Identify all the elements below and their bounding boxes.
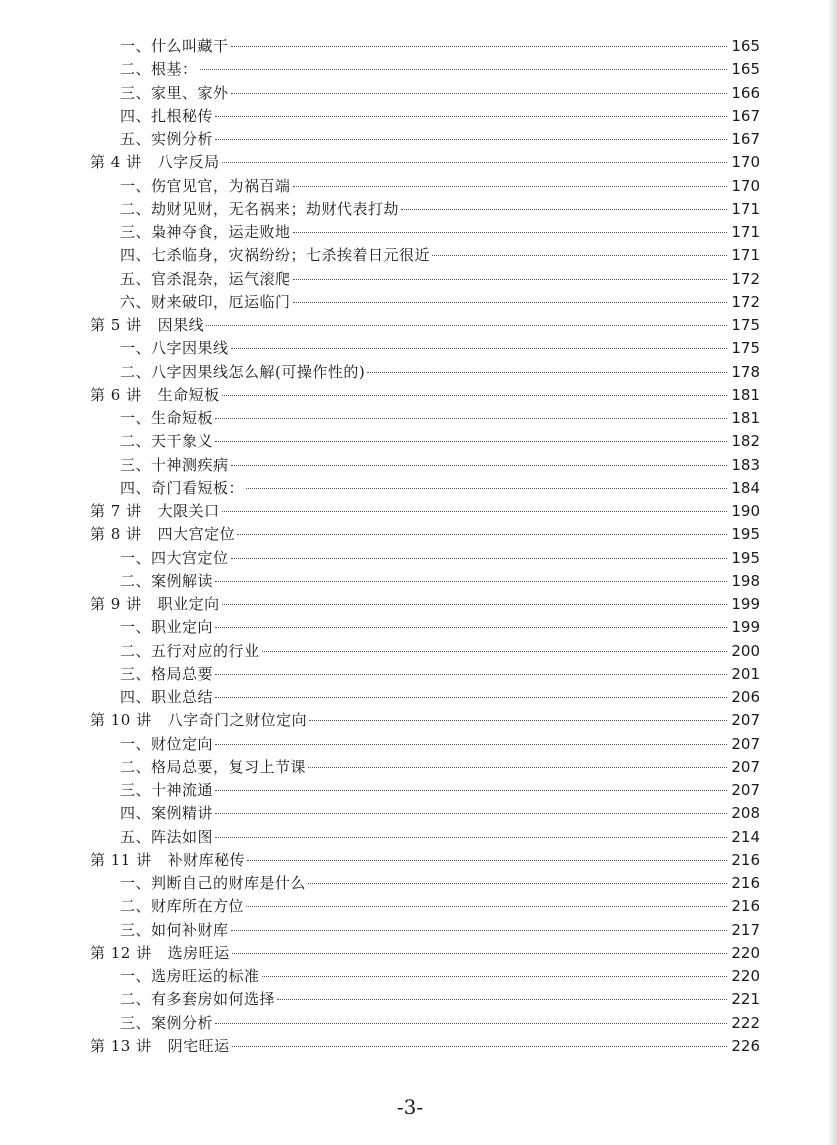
entry-title-text: 三、如何补财库: [120, 920, 229, 939]
toc-entry-title: [120, 82, 229, 105]
entry-title-text: 一、八字因果线: [120, 339, 229, 358]
toc-page-number: 165: [731, 37, 760, 55]
entry-title-text: 一、选房旺运的标准: [120, 967, 260, 985]
toc-entry-title: [120, 965, 260, 988]
toc-section-entry[interactable]: [90, 407, 760, 430]
entry-title-text: 四、案例精讲: [120, 804, 214, 823]
entry-title-text: 三、格局总要: [120, 664, 214, 683]
entry-title-text: 三、十神流通: [120, 781, 214, 799]
toc-entry-title: [120, 128, 213, 151]
toc-page-number: 207: [731, 711, 760, 730]
entry-title-text: 二、五行对应的行业: [120, 641, 260, 660]
toc-page-number: 217: [731, 920, 760, 939]
entry-title-text: 一、财位定向: [120, 734, 214, 753]
toc-section-entry[interactable]: [90, 919, 760, 942]
toc-page-number: 175: [731, 316, 760, 334]
toc-section-entry[interactable]: [90, 244, 760, 267]
toc-section-entry[interactable]: [90, 35, 760, 58]
dot-leader: [247, 860, 727, 861]
dot-leader: [231, 46, 727, 47]
dot-leader: [215, 139, 727, 140]
dot-leader: [215, 627, 727, 628]
entry-title-text: 二、劫财见财，无名祸来；劫财代表打劫: [120, 199, 400, 218]
dot-leader: [206, 325, 727, 326]
dot-leader: [232, 1046, 727, 1047]
dot-leader: [215, 441, 727, 442]
toc-page-number: 182: [731, 432, 760, 451]
toc-section-entry[interactable]: [90, 988, 760, 1011]
entry-title-text: 生命短板: [157, 385, 220, 404]
dot-leader: [262, 651, 727, 652]
dot-leader: [246, 906, 727, 907]
toc-section-entry[interactable]: [90, 105, 760, 128]
dot-leader: [215, 813, 727, 814]
entry-title-text: 一、伤官见官，为祸百端: [120, 176, 291, 195]
toc-page-number: 221: [731, 990, 760, 1009]
toc-entry-title: [120, 105, 213, 128]
toc-entry-title: [120, 198, 399, 221]
entry-title-text: 因果线: [157, 316, 205, 334]
toc-entry-title: [120, 175, 291, 198]
toc-lecture-entry[interactable]: [90, 500, 760, 523]
dot-leader: [222, 395, 727, 396]
lecture-number: 第 11 讲: [90, 850, 152, 869]
dot-leader: [293, 186, 727, 187]
toc-lecture-entry[interactable]: [90, 151, 760, 174]
dot-leader: [200, 69, 727, 70]
entry-title-text: 三、案例分析: [120, 1013, 214, 1032]
toc-page-number: 214: [731, 827, 760, 846]
entry-title-text: 二、财库所在方位: [120, 897, 245, 916]
toc-page-number: 171: [731, 199, 760, 218]
entry-title-text: 一、什么叫藏干: [120, 37, 229, 55]
toc-section-entry[interactable]: [90, 430, 760, 453]
toc-page-number: 206: [731, 688, 760, 706]
toc-page-number: 184: [731, 478, 760, 497]
lecture-number: 第 7 讲: [90, 502, 142, 520]
entry-title-text: 二、案例解读: [120, 571, 214, 590]
toc-section-entry[interactable]: [90, 454, 760, 477]
dot-leader: [215, 674, 727, 675]
toc-page-number: 195: [731, 548, 760, 567]
toc-page-number: 200: [731, 641, 760, 660]
toc-entry-title: [120, 268, 291, 291]
toc-entry-title: [120, 640, 260, 663]
toc-entry-title: [90, 151, 220, 174]
lecture-number: 第 13 讲: [90, 1036, 152, 1055]
toc-section-entry[interactable]: [90, 663, 760, 686]
dot-leader: [293, 279, 727, 280]
dot-leader: [222, 511, 727, 512]
toc-page-number: 165: [731, 60, 760, 79]
lecture-number: 第 9 讲: [90, 595, 142, 613]
dot-leader: [215, 1023, 727, 1024]
toc-page-number: 167: [731, 106, 760, 125]
toc-entry-title: [120, 570, 213, 593]
entry-title-text: 一、四大宫定位: [120, 548, 229, 567]
toc-entry-title: [120, 616, 213, 639]
dot-leader: [232, 953, 727, 954]
entry-title-text: 一、生命短板: [120, 409, 214, 427]
toc-entry-title: [120, 58, 198, 81]
toc-entry-title: [120, 779, 213, 802]
entry-title-text: 阴宅旺运: [167, 1036, 230, 1055]
entry-title-text: 八字反局: [157, 153, 220, 172]
toc-lecture-entry[interactable]: [90, 523, 760, 546]
toc-page-number: 166: [731, 83, 760, 102]
toc-lecture-entry[interactable]: [90, 314, 760, 337]
toc-section-entry[interactable]: [90, 872, 760, 895]
entry-title-text: 一、判断自己的财库是什么: [120, 874, 307, 892]
toc-section-entry[interactable]: [90, 570, 760, 593]
toc-entry-title: [90, 942, 230, 965]
entry-title-text: 大限关口: [157, 502, 220, 520]
toc-entry-title: [120, 454, 229, 477]
entry-title-text: 四、七杀临身，灾祸纷纷；七杀挨着日元很近: [120, 246, 431, 265]
toc-section-entry[interactable]: [90, 965, 760, 988]
toc-lecture-entry[interactable]: [90, 593, 760, 616]
toc-page-number: 207: [731, 757, 760, 776]
toc-page-number: 216: [731, 897, 760, 916]
toc-entry-title: [120, 547, 229, 570]
toc-page-number: 171: [731, 246, 760, 265]
lecture-number: 第 4 讲: [90, 153, 142, 172]
dot-leader: [215, 790, 727, 791]
toc-section-entry[interactable]: [90, 268, 760, 291]
dot-leader: [215, 744, 727, 745]
entry-title-text: 六、财来破印，厄运临门: [120, 292, 291, 311]
page-edge-shadow: [827, 0, 837, 1145]
toc-entry-title: [120, 244, 430, 267]
toc-entry-title: [120, 733, 213, 756]
dot-leader: [222, 162, 727, 163]
toc-section-entry[interactable]: [90, 756, 760, 779]
entry-title-text: 八字奇门之财位定向: [167, 711, 308, 730]
toc-entry-title: [120, 826, 213, 849]
toc-lecture-entry[interactable]: [90, 709, 760, 732]
entry-title-text: 二、天干象义: [120, 432, 214, 451]
toc-page-number: 167: [731, 130, 760, 148]
toc-lecture-entry[interactable]: [90, 849, 760, 872]
toc-page-number: 172: [731, 269, 760, 288]
toc-lecture-entry[interactable]: [90, 1035, 760, 1058]
dot-leader: [432, 255, 727, 256]
table-of-contents: [90, 35, 760, 1058]
toc-section-entry[interactable]: [90, 1012, 760, 1035]
toc-entry-title: [120, 430, 213, 453]
entry-title-text: 二、八字因果线怎么解(可操作性的): [120, 362, 366, 381]
toc-page-number: 183: [731, 455, 760, 474]
page-number: -3-: [396, 1095, 424, 1119]
entry-title-text: 五、官杀混杂，运气滚爬: [120, 269, 291, 288]
toc-page-number: 175: [731, 339, 760, 358]
toc-entry-title: [90, 1035, 230, 1058]
lecture-number: 第 10 讲: [90, 711, 152, 730]
toc-page-number: 190: [731, 502, 760, 520]
toc-entry-title: [120, 802, 213, 825]
toc-entry-title: [120, 407, 213, 430]
toc-entry-title: [90, 523, 235, 546]
toc-page-number: 170: [731, 176, 760, 195]
dot-leader: [309, 720, 727, 721]
toc-entry-title: [90, 849, 245, 872]
toc-page-number: 178: [731, 362, 760, 381]
toc-section-entry[interactable]: [90, 640, 760, 663]
toc-lecture-entry[interactable]: [90, 384, 760, 407]
toc-page-number: 220: [731, 943, 760, 962]
dot-leader: [277, 999, 727, 1000]
toc-section-entry[interactable]: [90, 82, 760, 105]
dot-leader: [262, 976, 727, 977]
toc-entry-title: [90, 709, 307, 732]
entry-title-text: 一、职业定向: [120, 618, 214, 637]
dot-leader: [215, 837, 727, 838]
dot-leader: [215, 116, 727, 117]
entry-title-text: 三、十神测疾病: [120, 455, 229, 474]
toc-entry-title: [120, 1012, 213, 1035]
toc-page-number: 170: [731, 153, 760, 172]
entry-title-text: 三、家里、家外: [120, 83, 229, 102]
toc-lecture-entry[interactable]: [90, 942, 760, 965]
toc-entry-title: [120, 477, 244, 500]
toc-entry-title: [90, 384, 220, 407]
toc-page-number: 207: [731, 734, 760, 753]
toc-page-number: 172: [731, 292, 760, 311]
toc-page-number: 181: [731, 409, 760, 427]
entry-title-text: 五、实例分析: [120, 130, 214, 148]
toc-section-entry[interactable]: [90, 779, 760, 802]
entry-title-text: 选房旺运: [167, 943, 230, 962]
dot-leader: [367, 372, 727, 373]
toc-section-entry[interactable]: [90, 361, 760, 384]
dot-leader: [231, 465, 727, 466]
toc-page-number: 181: [731, 385, 760, 404]
entry-title-text: 四、扎根秘传: [120, 106, 214, 125]
toc-entry-title: [120, 895, 244, 918]
toc-entry-title: [90, 593, 220, 616]
toc-section-entry[interactable]: [90, 895, 760, 918]
toc-section-entry[interactable]: [90, 547, 760, 570]
toc-entry-title: [120, 872, 306, 895]
entry-title-text: 四、奇门看短板：: [120, 478, 245, 497]
entry-title-text: 二、根基：: [120, 60, 198, 79]
toc-entry-title: [120, 686, 213, 709]
lecture-number: 第 8 讲: [90, 525, 142, 544]
toc-entry-title: [90, 500, 220, 523]
toc-section-entry[interactable]: [90, 337, 760, 360]
entry-title-text: 补财库秘传: [167, 850, 246, 869]
toc-page-number: 222: [731, 1013, 760, 1032]
toc-page-number: 201: [731, 664, 760, 683]
dot-leader: [401, 209, 727, 210]
dot-leader: [293, 302, 727, 303]
toc-page-number: 195: [731, 525, 760, 544]
toc-entry-title: [120, 988, 275, 1011]
dot-leader: [215, 418, 727, 419]
toc-entry-title: [120, 35, 229, 58]
toc-page-number: 198: [731, 571, 760, 590]
dot-leader: [231, 558, 727, 559]
toc-entry-title: [90, 314, 204, 337]
dot-leader: [215, 697, 727, 698]
toc-entry-title: [120, 337, 229, 360]
dot-leader: [215, 581, 727, 582]
dot-leader: [237, 534, 727, 535]
toc-section-entry[interactable]: [90, 686, 760, 709]
entry-title-text: 二、有多套房如何选择: [120, 990, 276, 1009]
toc-entry-title: [120, 291, 291, 314]
toc-section-entry[interactable]: [90, 175, 760, 198]
toc-entry-title: [120, 221, 291, 244]
toc-section-entry[interactable]: [90, 826, 760, 849]
entry-title-text: 二、格局总要，复习上节课: [120, 757, 307, 776]
toc-section-entry[interactable]: [90, 616, 760, 639]
toc-section-entry[interactable]: [90, 58, 760, 81]
entry-title-text: 四大宫定位: [157, 525, 236, 544]
lecture-number: 第 12 讲: [90, 943, 152, 962]
toc-page-number: 208: [731, 804, 760, 823]
toc-entry-title: [120, 663, 213, 686]
toc-section-entry[interactable]: [90, 221, 760, 244]
dot-leader: [246, 488, 727, 489]
toc-page-number: 216: [731, 850, 760, 869]
toc-section-entry[interactable]: [90, 733, 760, 756]
dot-leader: [308, 767, 727, 768]
toc-entry-title: [120, 756, 306, 779]
dot-leader: [308, 883, 727, 884]
toc-page-number: 226: [731, 1036, 760, 1055]
dot-leader: [231, 93, 727, 94]
dot-leader: [231, 348, 727, 349]
dot-leader: [231, 930, 727, 931]
toc-page-number: 220: [731, 967, 760, 985]
toc-section-entry[interactable]: [90, 477, 760, 500]
dot-leader: [293, 232, 727, 233]
lecture-number: 第 5 讲: [90, 316, 142, 334]
toc-section-entry[interactable]: [90, 291, 760, 314]
toc-section-entry[interactable]: [90, 802, 760, 825]
dot-leader: [222, 604, 727, 605]
toc-section-entry[interactable]: [90, 128, 760, 151]
toc-page-number: 207: [731, 781, 760, 799]
toc-page-number: 199: [731, 618, 760, 637]
entry-title-text: 四、职业总结: [120, 688, 214, 706]
entry-title-text: 职业定向: [157, 595, 220, 613]
entry-title-text: 三、枭神夺食，运走败地: [120, 223, 291, 241]
toc-page-number: 171: [731, 223, 760, 241]
toc-page-number: 216: [731, 874, 760, 892]
toc-entry-title: [120, 919, 229, 942]
lecture-number: 第 6 讲: [90, 385, 142, 404]
entry-title-text: 五、阵法如图: [120, 827, 214, 846]
toc-entry-title: [120, 361, 365, 384]
toc-page-number: 199: [731, 595, 760, 613]
toc-section-entry[interactable]: [90, 198, 760, 221]
